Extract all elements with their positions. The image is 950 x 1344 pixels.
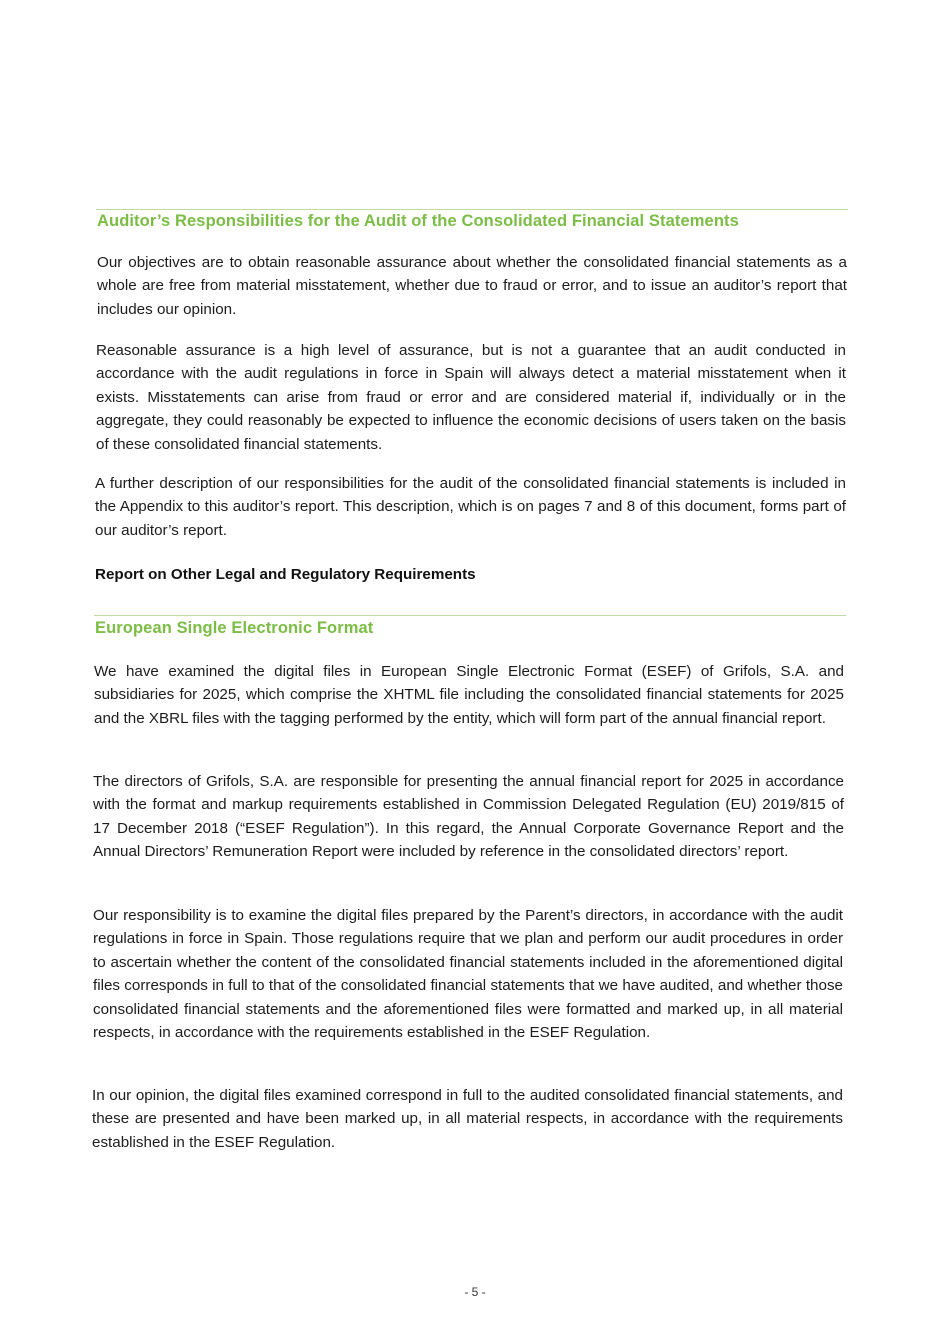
paragraph-further-description: A further description of our responsibilities for the audit of the consolidated financial statements is included in the Appendix to this auditor’s report. This description, which is on pages 7 and 8 of this document, forms part of our auditor’s report. [95, 475, 846, 539]
section-divider [94, 615, 846, 616]
paragraph-esef-responsibility: Our responsibility is to examine the digital files prepared by the Parent’s directors, in accordance with the audit regulations in force in Spain. Those regulations require that we plan and perform our audit procedures in order to ascertain whether the content of the consolidated financial statements included in the aforementioned digital files corresponds in full to that of the consolidated financial statements that we have audited, and whether those consolidated financial statements and the aforementioned files were formatted and marked up, in all material respects, in accordance with the requirements established in the ESEF Regulation. [93, 907, 843, 1042]
paragraph-objectives: Our objectives are to obtain reasonable assurance about whether the consolidated financial statements as a whole are free from material misstatement, whether due to fraud or error, and to issue an auditor’s report that includes our opinion. [97, 254, 847, 318]
paragraph-esef-directors: The directors of Grifols, S.A. are responsible for presenting the annual financial report for 2025 in accordance with the format and markup requirements established in Commission Delegated Regulation (EU) 2019/815 of 17 December 2018 (“ESEF Regulation”). In this regard, the Annual Corporate Governance Report and the Annual Directors’ Remuneration Report were included by reference in the consolidated directors’ report. [93, 773, 844, 861]
paragraph-esef-opinion: In our opinion, the digital files examined correspond in full to the audited consolidated financial statements, and these are presented and have been marked up, in all material respects, in accordance with the requirements established in the ESEF Regulation. [92, 1087, 843, 1151]
section-heading-esef: European Single Electronic Format [95, 619, 374, 637]
page-number: - 5 - [464, 1285, 486, 1299]
section-heading-auditor-responsibilities: Auditor’s Responsibilities for the Audit of the Consolidated Financial Statements [97, 212, 739, 230]
paragraph-reasonable-assurance: Reasonable assurance is a high level of assurance, but is not a guarantee that an audit conducted in accordance with the audit regulations in force in Spain will always detect a material misstatement when it exists. Misstatements can arise from fraud or error and are considered material if, individually or in the aggregate, they could reasonably be expected to influence the economic decisions of users taken on the basis of these consolidated financial statements. [96, 342, 846, 453]
heading-other-legal-requirements: Report on Other Legal and Regulatory Requirements [95, 566, 476, 583]
paragraph-esef-examined: We have examined the digital files in European Single Electronic Format (ESEF) of Grifols, S.A. and subsidiaries for 2025, which comprise the XHTML file including the consolidated financial statements for 2025 and the XBRL files with the tagging performed by the entity, which will form part of the annual financial report. [94, 663, 844, 727]
section-divider [96, 209, 848, 210]
